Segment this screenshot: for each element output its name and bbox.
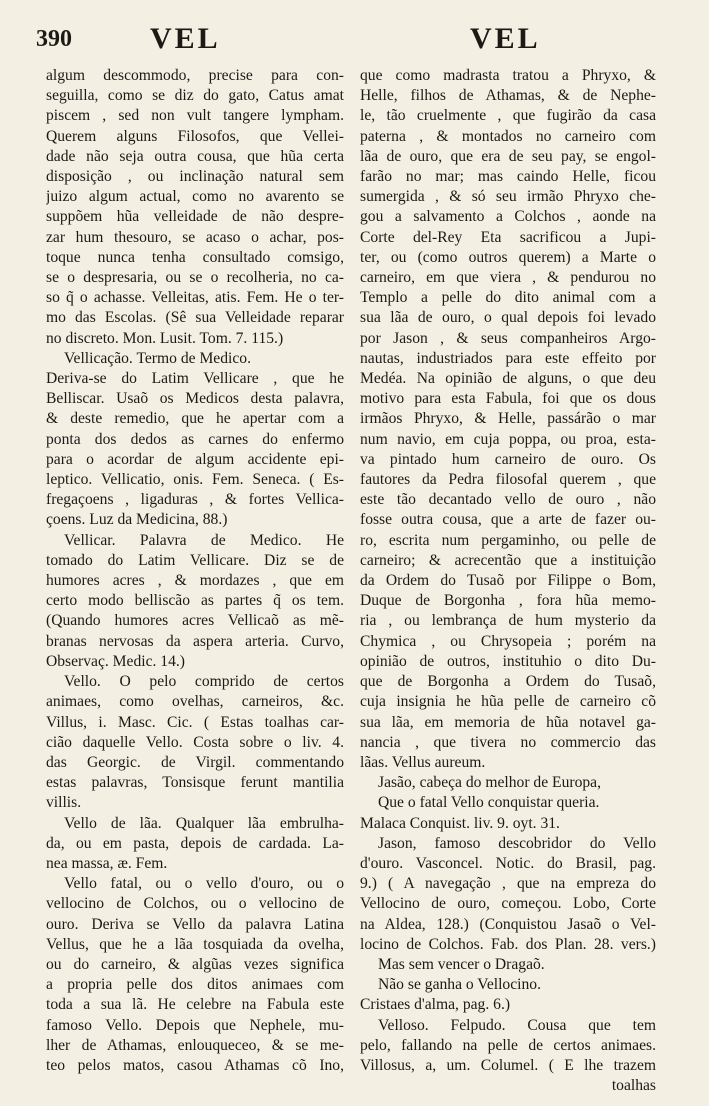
text-line: ria , ou lembrança de hum mysterio da: [360, 612, 656, 630]
text-line: Jasão, cabeça do melhor de Europa,: [378, 774, 601, 792]
text-line: algum descommodo, precise para con-: [46, 67, 344, 84]
text-line: Mas sem vencer o Dragaõ.: [378, 955, 545, 973]
text-line: para o acordar de algum accidente epi-: [46, 450, 344, 468]
text-line: Chymica , ou Chrysopeia ; porém na: [360, 632, 656, 650]
text-line: Não se ganha o Vellocino.: [378, 976, 541, 994]
text-line: sua lãa, em memoria de hũa notavel ga-: [360, 713, 656, 731]
left-text-column: [46, 66, 344, 1076]
text-line: disposição , ou inclinação natural sem: [46, 168, 344, 186]
text-line: Velloso. Felpudo. Cousa que tem: [378, 1016, 656, 1034]
text-line: nautas, industriados para este effeito por: [360, 349, 656, 367]
running-head-right: VEL: [470, 22, 541, 55]
text-line: Villus, i. Masc. Cic. ( Estas toalhas car-: [46, 713, 344, 731]
text-line: famoso Vello. Depois que Nephele, mu-: [46, 1016, 344, 1034]
text-line: este tão decantado vello de ouro , não: [360, 491, 656, 509]
text-line: paterna , & montados no carneiro com: [360, 127, 656, 145]
text-line: certo modo belliscão as partes q̃ os tem.: [46, 592, 344, 610]
text-line: (Quando humores acres Vellicaõ as mẽ-: [46, 612, 344, 630]
text-line: Cristaes d'alma, pag. 6.): [360, 996, 511, 1014]
text-line: se o despresaria, ou se o recolheria, no ca-: [46, 269, 344, 287]
text-line: tomado do Latim Vellicare. Diz se de: [46, 551, 344, 569]
text-line: Observaç. Medic. 14.): [46, 652, 185, 670]
text-line: branas nervosas da aspera arteria. Curvo,: [46, 632, 344, 650]
text-line: ou do carneiro, & algũas vezes significa: [46, 955, 344, 973]
text-line: Corte del-Rey Eta sacrificou a Jupi-: [360, 228, 656, 246]
text-line: Vellicação. Termo de Medico.: [64, 349, 251, 367]
text-line: ro, escrita num pergaminho, ou pelle de: [360, 531, 656, 549]
text-line: Deriva-se do Latim Vellicare , que he: [46, 370, 344, 388]
text-line: 9.) ( A navegação , que na empreza do: [360, 875, 656, 893]
text-line: teo pelos matos, casou Athamas cõ Ino,: [46, 1056, 344, 1074]
text-line: nea massa, æ. Fem.: [46, 854, 168, 872]
text-line: lãa de ouro, que era de seu pay, se engol-: [360, 147, 656, 165]
text-line: da Ordem do Tusaõ por Filippe o Bom,: [360, 572, 656, 590]
text-line: estas palavras, Tonsisque ferunt mantilia: [46, 774, 344, 792]
text-line: Malaca Conquist. liv. 9. oyt. 31.: [360, 814, 560, 832]
text-line: nancia , que tivera no commercio das: [360, 733, 656, 751]
text-line: Querem alguns Filosofos, que Vellei-: [46, 127, 344, 145]
text-line: por Jason , & seus companheiros Argo-: [360, 329, 656, 347]
text-line: vellocino de Colchos, ou o vellocino de: [46, 895, 344, 913]
text-line: fosse outra cousa, que a arte de fazer ou-: [360, 511, 656, 529]
text-line: Vello. O pelo comprido de certos: [64, 673, 344, 691]
text-line: humores acres , & mordazes , que em: [46, 572, 344, 590]
text-line: que de Borgonha a Ordem do Tusaõ,: [360, 673, 656, 691]
text-line: toalhas: [611, 1077, 656, 1095]
text-line: Medéa. Na opinião de alguns, o que deu: [360, 370, 656, 388]
text-line: locino de Colchos. Fab. dos Plan. 28. vers.): [360, 935, 656, 953]
text-line: leptico. Vellicatio, onis. Fem. Seneca. ( Es-: [46, 471, 344, 489]
text-line: d'ouro. Vasconcel. Notic. do Brasil, pag.: [360, 854, 656, 872]
text-line: Belliscar. Usaõ os Medicos desta palavra,: [46, 390, 344, 408]
text-line: dade não seja outra cousa, que hũa certa: [46, 147, 344, 165]
running-head-left: VEL: [150, 22, 221, 55]
text-line: Vellocino de ouro, começou. Lobo, Corte: [360, 895, 656, 913]
text-line: so q̃ o achasse. Velleitas, atis. Fem. He o ter-: [46, 289, 344, 307]
text-line: Vellus, que he a lãa tosquiada da ovelha,: [46, 935, 344, 953]
text-line: juizo algum actual, como no avarento se: [46, 188, 344, 206]
text-line: Helle, filhos de Athamas, & de Nephe-: [360, 87, 656, 105]
text-line: irmãos Phryxo, & Helle, passárão o mar: [360, 410, 656, 428]
text-line: lher de Athamas, enlouqueceo, & se me-: [46, 1036, 344, 1054]
text-line: no discreto. Mon. Lusit. Tom. 7. 115.): [46, 329, 284, 347]
text-line: Villosus, a, um. Columel. ( E lhe trazem: [360, 1056, 656, 1074]
text-line: na Aldea, 128.) (Conquistou Jasaõ o Vel-: [360, 915, 656, 933]
text-line: da, ou em pasta, depois de cardada. La-: [46, 834, 344, 852]
text-line: farão no mar; mas caindo Helle, ficou: [360, 168, 656, 186]
text-line: ter, ou (como outros querem) a Marte o: [360, 248, 656, 266]
text-line: das Georgic. de Virgil. commentando: [46, 753, 344, 771]
text-line: fregaçoens , ligaduras , & fortes Vellica-: [46, 491, 344, 509]
text-line: ponta dos dedos as carnes do enfermo: [46, 430, 344, 448]
text-line: a propria pelle dos ditos animaes com: [46, 976, 344, 994]
text-line: le, tão cruelmente , que fugirão da casa: [360, 107, 656, 125]
text-line: mo das Escolas. (Sê sua Velleidade reparar: [46, 309, 344, 327]
text-line: cião daquelle Vello. Costa sobre o liv. 4.: [46, 733, 344, 751]
text-line: toda a sua lã. He celebre na Fabula este: [46, 996, 344, 1014]
text-line: villis.: [46, 794, 82, 812]
text-line: Vello fatal, ou o vello d'ouro, ou o: [64, 875, 344, 893]
page-number: 390: [36, 26, 72, 52]
text-line: fautores da Pedra filosofal querem , que: [360, 471, 656, 489]
text-line: Que o fatal Vello conquistar queria.: [378, 794, 600, 812]
text-line: sua lãa de ouro, o qual depois foi levado: [360, 309, 656, 327]
text-line: pelo, fallando na pelle de certos animaes.: [360, 1036, 656, 1054]
text-line: suppõem hũa velleidade de não despre-: [46, 208, 344, 226]
text-line: num navio, em cuja poppa, ou proa, esta-: [360, 430, 656, 448]
text-line: Vellicar. Palavra de Medico. He: [64, 531, 344, 549]
text-line: que como madrasta tratou a Phryxo, &: [360, 67, 656, 84]
text-line: cuja insignia he hũa pelle de carneiro cõ: [360, 693, 656, 711]
text-line: gou a salvamento a Colchos , aonde na: [360, 208, 656, 226]
text-line: zar hum thesouro, se acaso o achar, pos-: [46, 228, 344, 246]
text-line: seguilla, como se diz do gato, Catus amat: [46, 87, 344, 105]
text-line: Templo a pelle do dito animal com a: [360, 289, 656, 307]
text-line: carneiro; & acrecentão que a instituição: [360, 551, 656, 569]
text-line: sumergida , & só seu irmão Phryxo che-: [360, 188, 656, 206]
text-line: çoens. Luz da Medicina, 88.): [46, 511, 228, 529]
text-line: Jason, famoso descobridor do Vello: [378, 834, 656, 852]
text-line: lãas. Vellus aureum.: [360, 753, 486, 771]
text-line: toque nunca tenha consultado comsigo,: [46, 248, 344, 266]
text-line: ouro. Deriva se Vello da palavra Latina: [46, 915, 344, 933]
text-line: Duque de Borgonha , fora hũa memo-: [360, 592, 656, 610]
text-line: Vello de lãa. Qualquer lãa embrulha-: [64, 814, 344, 832]
text-line: & deste remedio, que he apertar com a: [46, 410, 344, 428]
text-line: va pintado hum carneiro de ouro. Os: [360, 450, 656, 468]
text-line: piscem , sed non vult tangere lympham.: [46, 107, 344, 125]
text-line: animaes, como ovelhas, carneiros, &c.: [46, 693, 344, 711]
text-line: carneiro, em que viera , & pendurou no: [360, 269, 656, 287]
text-line: opinião de outros, instituhio o dito Du-: [360, 652, 656, 670]
text-line: motivo para esta Fabula, foi que os dous: [360, 390, 656, 408]
right-text-column: [360, 66, 656, 1096]
